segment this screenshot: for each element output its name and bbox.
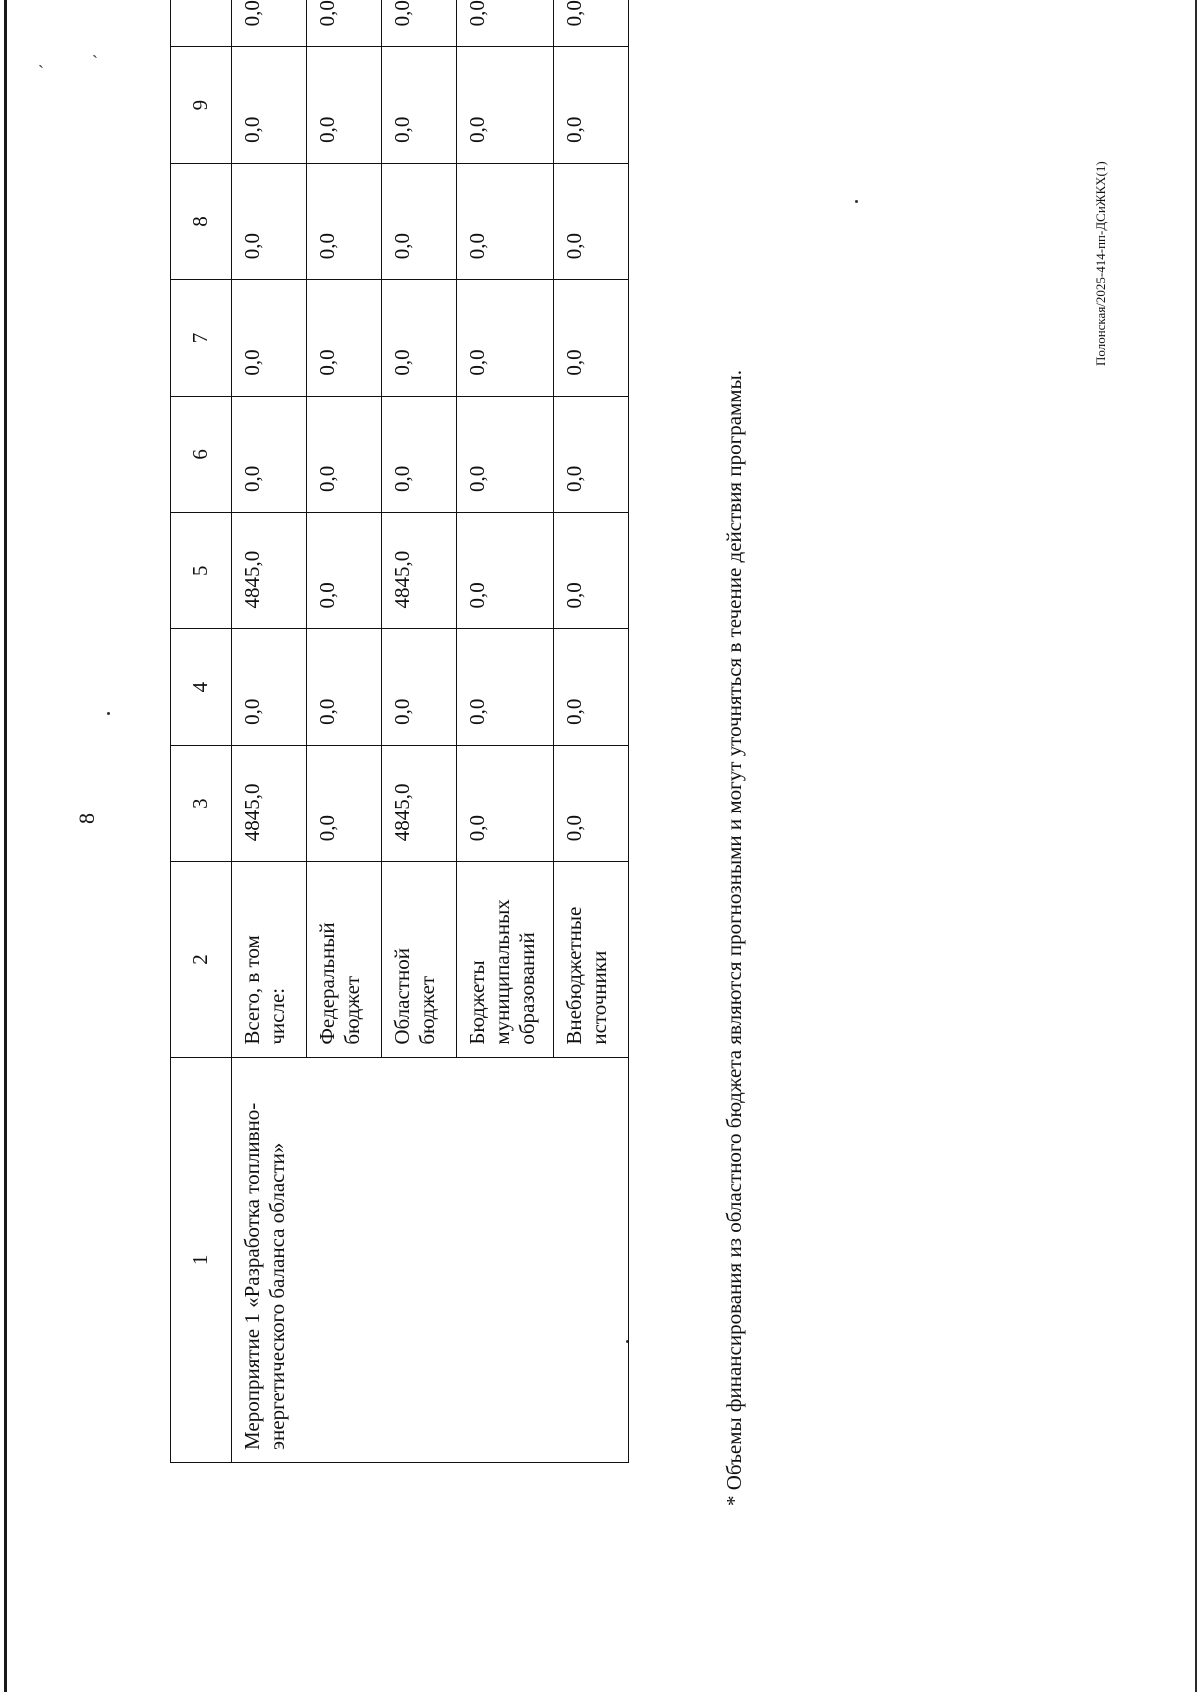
page-number: 8 bbox=[74, 813, 99, 824]
value-cell: 0,0 bbox=[307, 0, 382, 47]
value-cell: 0,0 bbox=[554, 513, 629, 629]
value-cell: 0,0 bbox=[554, 745, 629, 861]
value-cell: 0,0 bbox=[232, 280, 307, 396]
table-header-row bbox=[171, 0, 232, 1463]
value-cell: 0,0 bbox=[307, 163, 382, 279]
header-cell: 7 bbox=[171, 280, 232, 396]
funding-source-cell: Внебюджетные источники bbox=[554, 862, 629, 1057]
header-cell: 2 bbox=[171, 862, 232, 1057]
financing-table bbox=[170, 0, 629, 1463]
value-cell: 0,0 bbox=[457, 513, 554, 629]
value-cell: 0,0 bbox=[307, 280, 382, 396]
value-cell: 0,0 bbox=[382, 47, 457, 163]
value-cell: 0,0 bbox=[307, 396, 382, 512]
value-cell: 0,0 bbox=[382, 629, 457, 745]
value-cell: 4845,0 bbox=[382, 513, 457, 629]
table-row bbox=[232, 0, 307, 1463]
header-cell: 1 bbox=[171, 1057, 232, 1462]
event-name-cell: Мероприятие 1 «Разработка топливно-энергетического баланса области» bbox=[232, 1057, 629, 1462]
value-cell: 0,0 bbox=[307, 745, 382, 861]
funding-source-cell: Федеральный бюджет bbox=[307, 862, 382, 1057]
funding-source-cell: Областной бюджет bbox=[382, 862, 457, 1057]
document-code: Полонская/2025-414-пп-ДСиЖКХ(1) bbox=[1093, 161, 1108, 366]
header-cell: 9 bbox=[171, 47, 232, 163]
header-cell: 4 bbox=[171, 629, 232, 745]
value-cell: 0,0 bbox=[232, 396, 307, 512]
header-cell: 6 bbox=[171, 396, 232, 512]
value-cell: 0,0 bbox=[554, 629, 629, 745]
value-cell: 0,0 bbox=[232, 0, 307, 47]
value-cell: 0,0 bbox=[457, 629, 554, 745]
value-cell: 0,0 bbox=[554, 0, 629, 47]
value-cell: 0,0 bbox=[382, 280, 457, 396]
value-cell: 0,0 bbox=[457, 745, 554, 861]
value-cell: 0,0 bbox=[307, 47, 382, 163]
funding-source-cell: Всего, в том числе: bbox=[232, 862, 307, 1057]
footnote: * Объемы финансирования из областного бюджета являются прогнозными и могут уточняться в течение действия программы. bbox=[722, 370, 746, 1506]
value-cell: 0,0 bbox=[382, 163, 457, 279]
value-cell: 0,0 bbox=[457, 280, 554, 396]
value-cell: 0,0 bbox=[307, 513, 382, 629]
value-cell: 0,0 bbox=[232, 629, 307, 745]
header-cell bbox=[171, 0, 232, 47]
value-cell: 0,0 bbox=[307, 629, 382, 745]
value-cell: 0,0 bbox=[457, 163, 554, 279]
header-cell: 5 bbox=[171, 513, 232, 629]
scan-artifact-mark: ˏ bbox=[92, 38, 98, 58]
value-cell: 0,0 bbox=[232, 163, 307, 279]
value-cell: 0,0 bbox=[382, 396, 457, 512]
value-cell: 0,0 bbox=[554, 163, 629, 279]
value-cell: 0,0 bbox=[554, 47, 629, 163]
scan-artifact-mark: ˎ bbox=[38, 48, 44, 68]
value-cell: 4845,0 bbox=[382, 745, 457, 861]
value-cell: 4845,0 bbox=[232, 745, 307, 861]
header-cell: 8 bbox=[171, 163, 232, 279]
value-cell: 0,0 bbox=[554, 280, 629, 396]
value-cell: 0,0 bbox=[232, 47, 307, 163]
value-cell: 0,0 bbox=[457, 0, 554, 47]
value-cell: 0,0 bbox=[382, 0, 457, 47]
funding-source-cell: Бюджеты муниципальных образований bbox=[457, 862, 554, 1057]
header-cell: 3 bbox=[171, 745, 232, 861]
value-cell: 4845,0 bbox=[232, 513, 307, 629]
value-cell: 0,0 bbox=[457, 396, 554, 512]
value-cell: 0,0 bbox=[457, 47, 554, 163]
value-cell: 0,0 bbox=[554, 396, 629, 512]
